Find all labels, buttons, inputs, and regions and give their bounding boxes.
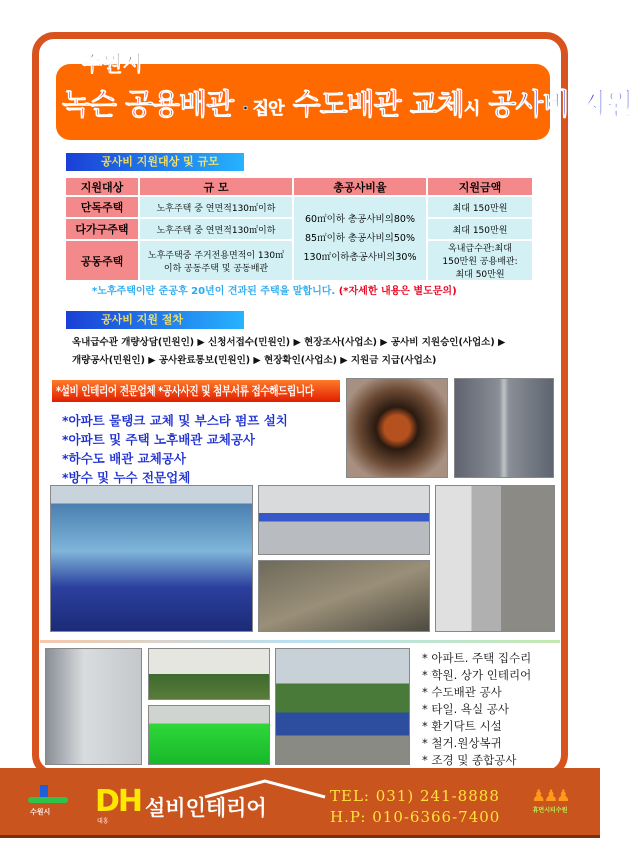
target-cell: 다가구주택 bbox=[66, 219, 138, 239]
col-header: 지원금액 bbox=[428, 178, 532, 195]
green-floor-photo bbox=[148, 705, 270, 765]
work-item: * 철거.원상복귀 bbox=[422, 736, 502, 750]
trench-photo bbox=[258, 560, 430, 632]
pipe-ceiling-photo bbox=[258, 485, 430, 555]
valve-photo bbox=[454, 378, 554, 478]
brand-sub: 대홍 bbox=[97, 818, 109, 825]
ratio: 130㎡이하총공사비의30% bbox=[303, 252, 417, 263]
ratio: 85㎡이하 총공사비의50% bbox=[305, 233, 415, 244]
brand-dh: DH bbox=[95, 784, 142, 819]
service-item: *하수도 배관 교체공사 bbox=[62, 451, 186, 466]
humancity-logo bbox=[525, 786, 575, 820]
people-icon: ♟♟♟ bbox=[531, 786, 569, 805]
note-text: *노후주택이란 준공후 20년이 견과된 주택을 말합니다. bbox=[92, 286, 336, 297]
ratio: 60㎡이하 총공사비의80% bbox=[305, 214, 415, 225]
col-header: 규 모 bbox=[140, 178, 292, 195]
amount-cell: 최대 150만원 bbox=[428, 219, 532, 239]
procedure-line: 개량공사(민원인) ▶ 공사완료통보(민원인) ▶ 현장확인(사업소) ▶ 지원금 지급(사업소) bbox=[72, 355, 437, 366]
service-item: *아파트 물탱크 교체 및 부스타 펌프 설치 bbox=[62, 413, 288, 428]
work-item: * 아파트. 주택 집수리 bbox=[422, 651, 532, 665]
amount-cell: 최대 150만원 bbox=[428, 197, 532, 217]
procedure-section-title: 공사비 지원 절차 bbox=[66, 311, 244, 329]
service-item: *방수 및 누수 전문업체 bbox=[62, 470, 191, 485]
mobile-phone[interactable]: H.P: 010-6366-7400 bbox=[330, 808, 501, 826]
work-item: * 조경 및 종합공사 bbox=[422, 753, 517, 767]
suwon-logo bbox=[28, 785, 68, 815]
support-section-title: 공사비 지원대상 및 규모 bbox=[66, 153, 244, 171]
suwon-logo-text: 수원시 bbox=[30, 808, 51, 816]
city-title: 수원시 bbox=[82, 52, 143, 76]
scale-cell: 노후주택중 주거전용면적이 130㎡이하 공동주택 및 공동배관 bbox=[140, 241, 292, 280]
humancity-text: 휴먼시티수원 bbox=[532, 807, 568, 814]
truck-excavator-photo bbox=[275, 648, 410, 765]
procedure-line: 옥내급수관 개량상담(민원인) ▶ 신청서접수(민원인) ▶ 현장조사(사업소) ▶ 공사비 지원승인(사업소) ▶ bbox=[72, 337, 506, 348]
telephone[interactable]: TEL: 031) 241-8888 bbox=[330, 787, 500, 805]
house-roof-icon bbox=[205, 779, 325, 799]
amount-cell: 옥내급수관:최대150만원 공용배관:최대 50만원 bbox=[428, 241, 532, 280]
work-item: * 타일. 욕실 공사 bbox=[422, 702, 510, 716]
headline-part: 녹슨 공용배관 bbox=[62, 87, 234, 121]
worker-photo bbox=[435, 485, 555, 632]
rusty-pipe-photo bbox=[346, 378, 448, 478]
scale-cell: 노후주택 중 연면적130㎡이하 bbox=[140, 197, 292, 217]
headline-part: 시 bbox=[463, 99, 480, 119]
headline-part: 공사비 지원 bbox=[488, 87, 633, 121]
note-inquiry: (*자세한 내용은 별도문의) bbox=[338, 286, 457, 297]
col-header: 지원대상 bbox=[66, 178, 138, 195]
bathroom-photo bbox=[45, 648, 142, 765]
promo-banner-bar bbox=[52, 380, 340, 402]
footnote bbox=[92, 282, 457, 297]
scale-cell: 노후주택 중 연면적130㎡이하 bbox=[140, 219, 292, 239]
headline-part: 수도배관 교체 bbox=[292, 87, 464, 121]
headline bbox=[62, 82, 633, 123]
brand-name: 설비인테리어 bbox=[145, 796, 267, 820]
water-tank-photo bbox=[50, 485, 253, 632]
work-item: * 환기닥트 시설 bbox=[422, 719, 502, 733]
service-item: *아파트 및 주택 노후배관 교체공사 bbox=[62, 432, 255, 447]
promo-banner: *설비 인테리어 전문업체 *공사사진 및 첨부서류 접수해드립니다 bbox=[56, 384, 314, 398]
col-header: 총공사비율 bbox=[294, 178, 426, 195]
work-item: * 학원. 상가 인테리어 bbox=[422, 668, 532, 682]
ratio-cell bbox=[294, 197, 426, 280]
support-table bbox=[64, 176, 534, 282]
target-cell: 단독주택 bbox=[66, 197, 138, 217]
excavator-photo bbox=[148, 648, 270, 700]
headline-part: · 집안 bbox=[242, 99, 284, 119]
work-item: * 수도배관 공사 bbox=[422, 685, 502, 699]
target-cell: 공동주택 bbox=[66, 241, 138, 280]
divider bbox=[40, 640, 560, 643]
